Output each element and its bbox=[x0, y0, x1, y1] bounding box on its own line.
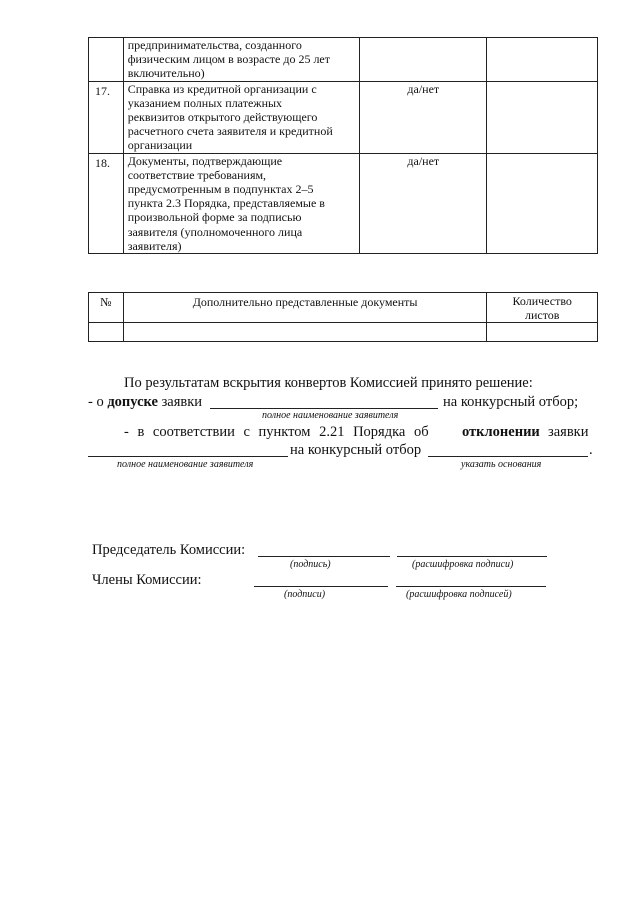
admit-applicant-blank[interactable] bbox=[210, 408, 438, 409]
chair-signature-blank[interactable] bbox=[258, 556, 390, 557]
column-sheet-count-header bbox=[487, 293, 598, 323]
admit-suffix: на конкурсный отбор; bbox=[443, 394, 579, 410]
document-name-line: соответствие требованиям, bbox=[127, 167, 267, 182]
document-name-line: заявителя) bbox=[127, 238, 182, 253]
chair-decode-hint: (расшифровка подписи) bbox=[412, 559, 514, 570]
document-name-line: реквизитов открытого действующего bbox=[127, 110, 318, 125]
members-decode-blank[interactable] bbox=[396, 586, 546, 587]
document-name-line: включительно) bbox=[127, 66, 205, 81]
reject-applicant-blank[interactable] bbox=[88, 456, 288, 457]
members-signature-blank[interactable] bbox=[254, 586, 388, 587]
row-number bbox=[89, 38, 124, 82]
documents-checklist-table bbox=[88, 37, 598, 254]
row-document-name bbox=[123, 38, 360, 82]
document-name-line: расчетного счета заявителя и кредитной bbox=[127, 124, 333, 139]
admit-word: заявки bbox=[157, 394, 203, 410]
document-name-line: организации bbox=[127, 138, 193, 153]
additional-documents-header-row bbox=[89, 293, 598, 323]
decision-intro: По результатам вскрытия конвертов Комиссией принято решение: bbox=[124, 375, 533, 391]
admit-bold-word: допуске bbox=[107, 394, 158, 410]
chair-decode-blank[interactable] bbox=[397, 556, 547, 557]
reject-reason-blank[interactable] bbox=[428, 456, 588, 457]
reject-end: . bbox=[589, 442, 593, 458]
reject-bold-word: отклонении bbox=[462, 424, 540, 440]
table-row bbox=[89, 38, 598, 82]
document-name-line: Документы, подтверждающие bbox=[127, 153, 283, 168]
document-name-line: указанием полных платежных bbox=[127, 95, 283, 110]
table-row bbox=[89, 81, 598, 153]
document-name-line: предпринимательства, созданного bbox=[127, 38, 302, 52]
column-sheet-count-line-1: Количество bbox=[512, 294, 572, 308]
additional-documents-table bbox=[88, 292, 598, 342]
row-document-name bbox=[123, 153, 360, 253]
row-number: 18. bbox=[89, 153, 124, 253]
empty-cell bbox=[487, 323, 598, 342]
empty-cell bbox=[123, 323, 487, 342]
row-answer bbox=[360, 38, 487, 82]
additional-documents-empty-row bbox=[89, 323, 598, 342]
admit-line-start bbox=[88, 394, 202, 411]
document-name-line: физическим лицом в возрасте до 25 лет bbox=[127, 52, 330, 67]
reject-reason-hint: указать основания bbox=[461, 459, 542, 470]
reject-middle: на конкурсный отбор bbox=[290, 442, 422, 458]
document-name-line: предусмотренным в подпунктах 2–5 bbox=[127, 182, 314, 197]
members-decode-hint: (расшифровка подписей) bbox=[406, 589, 512, 600]
chair-signature-hint: (подпись) bbox=[290, 559, 331, 570]
members-signature-hint: (подписи) bbox=[284, 589, 326, 600]
column-documents-header: Дополнительно представленные документы bbox=[123, 293, 487, 323]
column-sheet-count-line-2: листов bbox=[524, 308, 560, 322]
document-name-line: пункта 2.3 Порядка, представляемые в bbox=[127, 196, 325, 211]
reject-applicant-hint: полное наименование заявителя bbox=[117, 459, 254, 470]
document-name-line: произвольной форме за подписью bbox=[127, 210, 302, 225]
row-answer: да/нет bbox=[360, 153, 487, 253]
row-empty-cell bbox=[487, 153, 598, 253]
row-document-name bbox=[123, 81, 360, 153]
admit-prefix: - о bbox=[88, 394, 108, 410]
column-number-header: № bbox=[89, 293, 124, 323]
row-empty-cell bbox=[487, 38, 598, 82]
row-empty-cell bbox=[487, 81, 598, 153]
document-name-line: Справка из кредитной организации с bbox=[127, 81, 317, 96]
reject-line-start: - в соответствии с пунктом 2.21 Порядка об bbox=[124, 424, 429, 440]
empty-cell bbox=[89, 323, 124, 342]
row-number: 17. bbox=[89, 81, 124, 153]
chair-label: Председатель Комиссии: bbox=[92, 542, 246, 558]
document-name-line: заявителя (уполномоченного лица bbox=[127, 224, 303, 239]
table-row bbox=[89, 153, 598, 253]
admit-applicant-hint: полное наименование заявителя bbox=[262, 410, 399, 421]
reject-word: заявки bbox=[548, 424, 589, 440]
members-label: Члены Комиссии: bbox=[92, 572, 202, 588]
row-answer: да/нет bbox=[360, 81, 487, 153]
